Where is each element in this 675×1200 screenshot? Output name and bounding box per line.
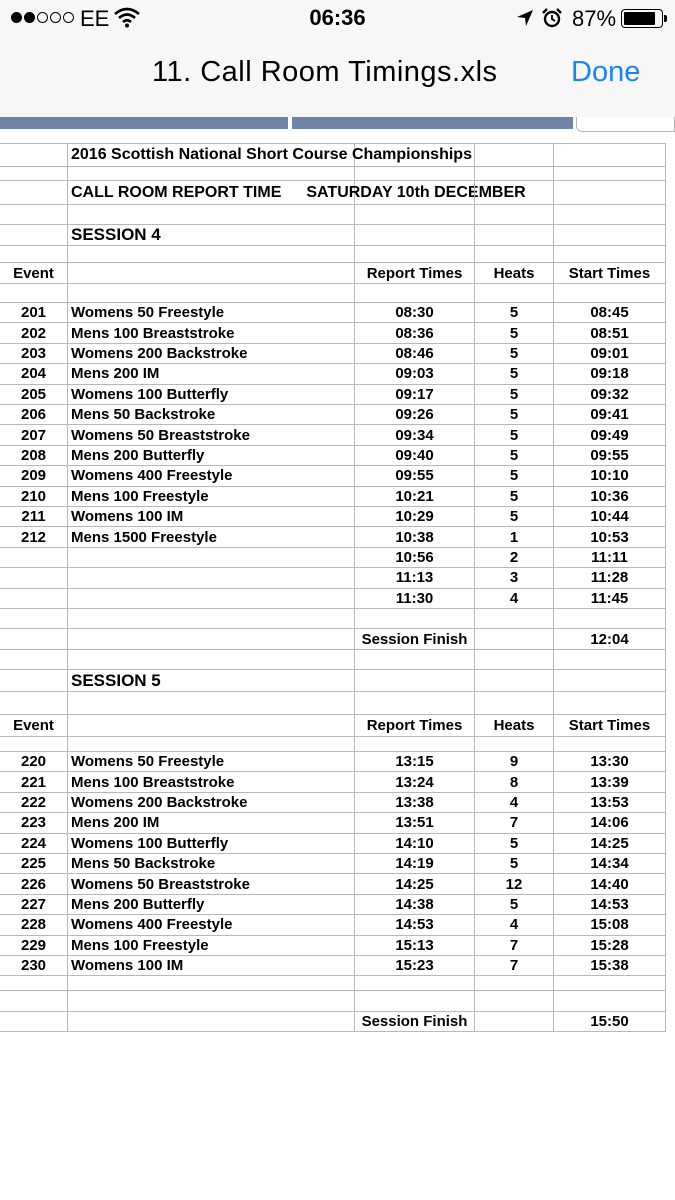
empty-cell[interactable] <box>475 737 554 752</box>
session-label[interactable]: SESSION 5 <box>68 670 355 692</box>
empty-cell[interactable] <box>68 1012 355 1032</box>
sheet-row <box>0 976 666 991</box>
start-time[interactable]: 08:45 <box>554 303 666 323</box>
header-row <box>0 263 666 284</box>
sheet-row <box>0 991 666 1012</box>
event-number[interactable]: 202 <box>0 323 68 343</box>
event-number[interactable]: 224 <box>0 834 68 854</box>
start-time[interactable]: 14:40 <box>554 874 666 894</box>
empty-cell[interactable] <box>0 991 68 1012</box>
report-time[interactable]: 10:56 <box>355 548 475 568</box>
empty-cell[interactable] <box>475 181 554 205</box>
empty-cell[interactable] <box>554 205 666 225</box>
event-number[interactable]: 225 <box>0 854 68 874</box>
empty-cell[interactable] <box>554 692 666 715</box>
sheet-row <box>0 609 666 629</box>
empty-cell[interactable] <box>355 991 475 1012</box>
empty-cell[interactable] <box>554 737 666 752</box>
start-time[interactable]: 14:34 <box>554 854 666 874</box>
start-time[interactable]: 09:18 <box>554 364 666 384</box>
empty-cell[interactable] <box>0 650 68 670</box>
sheet-row <box>0 737 666 752</box>
table-row <box>0 425 666 445</box>
empty-cell[interactable] <box>355 670 475 692</box>
table-row <box>0 956 666 976</box>
start-time[interactable]: 13:30 <box>554 752 666 772</box>
start-time[interactable]: 15:08 <box>554 915 666 935</box>
empty-cell[interactable] <box>475 692 554 715</box>
empty-cell[interactable] <box>0 1012 68 1032</box>
session-finish-time[interactable]: 15:50 <box>554 1012 666 1032</box>
event-number[interactable]: 229 <box>0 936 68 956</box>
empty-cell[interactable] <box>355 143 475 167</box>
report-time[interactable]: 14:38 <box>355 895 475 915</box>
table-row <box>0 364 666 384</box>
empty-cell[interactable] <box>0 284 68 303</box>
event-number[interactable] <box>0 589 68 609</box>
start-time[interactable]: 13:53 <box>554 793 666 813</box>
event-header[interactable]: Event <box>0 715 68 737</box>
event-name[interactable]: Womens 100 Butterfly <box>68 385 355 405</box>
sheet-row <box>0 284 666 303</box>
event-name[interactable]: Mens 100 Breaststroke <box>68 772 355 792</box>
empty-cell[interactable] <box>0 976 68 991</box>
event-name[interactable]: Womens 400 Freestyle <box>68 466 355 486</box>
empty-cell[interactable] <box>475 167 554 181</box>
event-number[interactable]: 208 <box>0 446 68 466</box>
carrier-name: EE <box>80 6 110 31</box>
table-row <box>0 793 666 813</box>
start-time[interactable]: 13:39 <box>554 772 666 792</box>
report-time[interactable]: 13:38 <box>355 793 475 813</box>
report-time[interactable]: 13:24 <box>355 772 475 792</box>
event-name[interactable]: Mens 100 Breaststroke <box>68 323 355 343</box>
heats-count[interactable]: 5 <box>475 344 554 364</box>
empty-cell[interactable] <box>475 670 554 692</box>
heats-count[interactable]: 5 <box>475 405 554 425</box>
empty-cell[interactable] <box>355 737 475 752</box>
heats-count[interactable]: 7 <box>475 813 554 833</box>
empty-cell[interactable] <box>0 609 68 629</box>
start-time[interactable]: 10:44 <box>554 507 666 527</box>
event-number[interactable]: 228 <box>0 915 68 935</box>
empty-cell[interactable] <box>0 670 68 692</box>
session-finish-label[interactable]: Session Finish <box>355 629 475 650</box>
sheet-tabs <box>0 117 675 134</box>
sheet-tab-active[interactable] <box>576 117 675 132</box>
battery-icon <box>621 9 663 28</box>
report-time[interactable]: 13:15 <box>355 752 475 772</box>
empty-cell[interactable] <box>475 284 554 303</box>
empty-cell[interactable] <box>554 609 666 629</box>
empty-cell[interactable] <box>68 629 355 650</box>
event-name[interactable]: Mens 1500 Freestyle <box>68 527 355 547</box>
event-number[interactable]: 207 <box>0 425 68 445</box>
report-time[interactable]: 09:03 <box>355 364 475 384</box>
event-name[interactable]: Womens 100 IM <box>68 507 355 527</box>
sheet-tab[interactable] <box>0 117 288 129</box>
heats-count[interactable]: 5 <box>475 466 554 486</box>
table-row <box>0 834 666 854</box>
header-row <box>0 715 666 737</box>
heats-count[interactable]: 5 <box>475 487 554 507</box>
empty-cell[interactable] <box>475 1012 554 1032</box>
document-title: 11. Call Room Timings.xls <box>152 56 498 88</box>
start-header[interactable]: Start Times <box>554 715 666 737</box>
empty-cell[interactable] <box>355 650 475 670</box>
empty-cell[interactable] <box>475 991 554 1012</box>
empty-cell[interactable] <box>554 991 666 1012</box>
event-name[interactable]: Mens 200 IM <box>68 813 355 833</box>
event-number[interactable]: 204 <box>0 364 68 384</box>
empty-cell[interactable] <box>355 692 475 715</box>
report-time[interactable]: 15:23 <box>355 956 475 976</box>
heats-count[interactable]: 5 <box>475 834 554 854</box>
empty-cell[interactable] <box>68 246 355 263</box>
start-time[interactable]: 09:55 <box>554 446 666 466</box>
session-finish-row <box>0 1012 666 1032</box>
start-time[interactable]: 10:36 <box>554 487 666 507</box>
empty-cell[interactable] <box>554 650 666 670</box>
empty-cell[interactable] <box>554 181 666 205</box>
heats-count[interactable]: 5 <box>475 385 554 405</box>
heats-count[interactable]: 7 <box>475 936 554 956</box>
title-row <box>0 143 666 167</box>
session-row <box>0 670 666 692</box>
empty-cell[interactable] <box>0 181 68 205</box>
event-name[interactable]: Mens 200 Butterfly <box>68 895 355 915</box>
report-time[interactable]: 10:21 <box>355 487 475 507</box>
empty-cell[interactable] <box>68 284 355 303</box>
table-row <box>0 323 666 343</box>
event-name[interactable]: Womens 50 Freestyle <box>68 303 355 323</box>
event-name[interactable] <box>68 548 355 568</box>
empty-cell[interactable] <box>355 205 475 225</box>
report-time[interactable]: 11:13 <box>355 568 475 588</box>
heats-count[interactable]: 7 <box>475 956 554 976</box>
start-time[interactable]: 10:53 <box>554 527 666 547</box>
heats-count[interactable]: 1 <box>475 527 554 547</box>
empty-cell[interactable] <box>475 629 554 650</box>
status-time: 06:36 <box>309 5 366 30</box>
table-row <box>0 813 666 833</box>
event-name[interactable]: Womens 200 Backstroke <box>68 344 355 364</box>
sheet-row <box>0 246 666 263</box>
table-row <box>0 936 666 956</box>
event-number[interactable]: 212 <box>0 527 68 547</box>
empty-cell[interactable] <box>554 143 666 167</box>
empty-cell[interactable] <box>554 284 666 303</box>
event-name[interactable]: Mens 50 Backstroke <box>68 854 355 874</box>
empty-cell[interactable] <box>355 167 475 181</box>
event-name[interactable]: Womens 100 Butterfly <box>68 834 355 854</box>
empty-cell[interactable] <box>475 609 554 629</box>
session-finish-row <box>0 629 666 650</box>
heats-count[interactable]: 5 <box>475 854 554 874</box>
report-time[interactable]: 14:25 <box>355 874 475 894</box>
event-number[interactable] <box>0 548 68 568</box>
event-number[interactable]: 227 <box>0 895 68 915</box>
start-time[interactable]: 11:28 <box>554 568 666 588</box>
empty-cell[interactable] <box>475 246 554 263</box>
start-time[interactable]: 14:25 <box>554 834 666 854</box>
event-number[interactable]: 223 <box>0 813 68 833</box>
empty-cell[interactable] <box>68 715 355 737</box>
report-row <box>0 181 666 205</box>
event-number[interactable]: 211 <box>0 507 68 527</box>
table-row <box>0 895 666 915</box>
empty-cell[interactable] <box>475 143 554 167</box>
table-row <box>0 303 666 323</box>
event-name[interactable]: Womens 50 Breaststroke <box>68 425 355 445</box>
start-header[interactable]: Start Times <box>554 263 666 284</box>
heats-count[interactable]: 5 <box>475 323 554 343</box>
table-row <box>0 752 666 772</box>
event-number[interactable]: 220 <box>0 752 68 772</box>
report-header[interactable]: Report Times <box>355 263 475 284</box>
status-bar <box>0 0 675 40</box>
report-time[interactable]: 14:10 <box>355 834 475 854</box>
report-time[interactable]: 11:30 <box>355 589 475 609</box>
event-number[interactable]: 201 <box>0 303 68 323</box>
heats-count[interactable]: 4 <box>475 915 554 935</box>
empty-cell[interactable] <box>355 181 475 205</box>
empty-cell[interactable] <box>0 225 68 246</box>
session-finish-time[interactable]: 12:04 <box>554 629 666 650</box>
report-time-label: CALL ROOM REPORT TIME <box>71 183 282 201</box>
event-name[interactable]: Mens 50 Backstroke <box>68 405 355 425</box>
empty-cell[interactable] <box>68 167 355 181</box>
report-time-heading[interactable] <box>68 181 526 205</box>
heats-header[interactable]: Heats <box>475 263 554 284</box>
empty-cell[interactable] <box>355 976 475 991</box>
heats-count[interactable]: 4 <box>475 793 554 813</box>
table-row <box>0 344 666 364</box>
empty-cell[interactable] <box>475 976 554 991</box>
empty-cell[interactable] <box>68 609 355 629</box>
heats-count[interactable]: 9 <box>475 752 554 772</box>
heats-count[interactable]: 8 <box>475 772 554 792</box>
start-time[interactable]: 14:53 <box>554 895 666 915</box>
event-name[interactable] <box>68 568 355 588</box>
table-row <box>0 446 666 466</box>
sheet-title[interactable]: 2016 Scottish National Short Course Championships <box>68 143 355 167</box>
report-time[interactable]: 09:17 <box>355 385 475 405</box>
start-time[interactable]: 09:01 <box>554 344 666 364</box>
event-name[interactable]: Mens 100 Freestyle <box>68 936 355 956</box>
heats-count[interactable]: 2 <box>475 548 554 568</box>
report-time[interactable]: 08:30 <box>355 303 475 323</box>
report-time[interactable]: 10:29 <box>355 507 475 527</box>
event-name[interactable]: Womens 200 Backstroke <box>68 793 355 813</box>
empty-cell[interactable] <box>0 246 68 263</box>
table-row <box>0 589 666 609</box>
start-time[interactable]: 15:28 <box>554 936 666 956</box>
table-row <box>0 854 666 874</box>
navigation-bar <box>0 40 675 117</box>
empty-cell[interactable] <box>68 263 355 284</box>
empty-cell[interactable] <box>0 737 68 752</box>
empty-cell[interactable] <box>355 609 475 629</box>
event-name[interactable]: Mens 200 IM <box>68 364 355 384</box>
table-row <box>0 527 666 547</box>
report-time[interactable]: 13:51 <box>355 813 475 833</box>
sheet-row <box>0 692 666 715</box>
heats-count[interactable]: 12 <box>475 874 554 894</box>
report-time[interactable]: 09:55 <box>355 466 475 486</box>
event-number[interactable]: 210 <box>0 487 68 507</box>
start-time[interactable]: 15:38 <box>554 956 666 976</box>
table-row <box>0 874 666 894</box>
heats-count[interactable]: 4 <box>475 589 554 609</box>
empty-cell[interactable] <box>68 737 355 752</box>
event-name[interactable]: Mens 200 Butterfly <box>68 446 355 466</box>
empty-cell[interactable] <box>475 205 554 225</box>
event-header[interactable]: Event <box>0 263 68 284</box>
report-time[interactable]: 09:34 <box>355 425 475 445</box>
done-button[interactable]: Done <box>571 56 641 88</box>
report-time[interactable]: 09:26 <box>355 405 475 425</box>
sheet-row <box>0 650 666 670</box>
report-time[interactable]: 08:46 <box>355 344 475 364</box>
event-name[interactable]: Mens 100 Freestyle <box>68 487 355 507</box>
empty-cell[interactable] <box>68 692 355 715</box>
session-row <box>0 225 666 246</box>
start-time[interactable]: 08:51 <box>554 323 666 343</box>
table-row <box>0 507 666 527</box>
empty-cell[interactable] <box>554 167 666 181</box>
empty-cell[interactable] <box>475 225 554 246</box>
sheet-tab[interactable] <box>292 117 573 129</box>
event-number[interactable]: 209 <box>0 466 68 486</box>
empty-cell[interactable] <box>554 670 666 692</box>
report-time[interactable]: 14:19 <box>355 854 475 874</box>
session-label[interactable]: SESSION 4 <box>68 225 355 246</box>
event-number[interactable]: 230 <box>0 956 68 976</box>
report-time[interactable]: 14:53 <box>355 915 475 935</box>
event-number[interactable]: 221 <box>0 772 68 792</box>
event-number[interactable] <box>0 568 68 588</box>
sheet-row <box>0 205 666 225</box>
report-time[interactable]: 09:40 <box>355 446 475 466</box>
report-date-label: SATURDAY 10th DECEMBER <box>306 183 526 201</box>
empty-cell[interactable] <box>554 225 666 246</box>
start-time[interactable]: 09:32 <box>554 385 666 405</box>
event-number[interactable]: 203 <box>0 344 68 364</box>
empty-cell[interactable] <box>0 205 68 225</box>
table-row <box>0 405 666 425</box>
event-name[interactable]: Womens 100 IM <box>68 956 355 976</box>
empty-cell[interactable] <box>355 225 475 246</box>
empty-cell[interactable] <box>68 650 355 670</box>
empty-cell[interactable] <box>355 246 475 263</box>
location-arrow-icon <box>516 9 534 32</box>
table-row <box>0 548 666 568</box>
event-name[interactable]: Womens 400 Freestyle <box>68 915 355 935</box>
alarm-clock-icon <box>542 8 562 33</box>
heats-count[interactable]: 3 <box>475 568 554 588</box>
table-row <box>0 466 666 486</box>
start-time[interactable]: 09:41 <box>554 405 666 425</box>
start-time[interactable]: 09:49 <box>554 425 666 445</box>
heats-count[interactable]: 5 <box>475 895 554 915</box>
empty-cell[interactable] <box>355 284 475 303</box>
report-time[interactable]: 15:13 <box>355 936 475 956</box>
heats-count[interactable]: 5 <box>475 446 554 466</box>
empty-cell[interactable] <box>554 246 666 263</box>
empty-cell[interactable] <box>554 976 666 991</box>
empty-cell[interactable] <box>0 143 68 167</box>
empty-cell[interactable] <box>475 650 554 670</box>
event-number[interactable]: 206 <box>0 405 68 425</box>
table-row <box>0 568 666 588</box>
heats-count[interactable]: 5 <box>475 425 554 445</box>
session-finish-label[interactable]: Session Finish <box>355 1012 475 1032</box>
start-time[interactable]: 11:45 <box>554 589 666 609</box>
event-number[interactable]: 222 <box>0 793 68 813</box>
event-name[interactable] <box>68 589 355 609</box>
heats-count[interactable]: 5 <box>475 303 554 323</box>
start-time[interactable]: 14:06 <box>554 813 666 833</box>
event-number[interactable]: 205 <box>0 385 68 405</box>
table-row <box>0 915 666 935</box>
battery-percent: 87% <box>572 6 617 31</box>
empty-cell[interactable] <box>0 167 68 181</box>
table-row <box>0 487 666 507</box>
report-time[interactable]: 08:36 <box>355 323 475 343</box>
table-row <box>0 772 666 792</box>
empty-cell[interactable] <box>68 976 355 991</box>
heats-header[interactable]: Heats <box>475 715 554 737</box>
start-time[interactable]: 10:10 <box>554 466 666 486</box>
heats-count[interactable]: 5 <box>475 364 554 384</box>
start-time[interactable]: 11:11 <box>554 548 666 568</box>
event-name[interactable]: Womens 50 Freestyle <box>68 752 355 772</box>
event-number[interactable]: 226 <box>0 874 68 894</box>
report-header[interactable]: Report Times <box>355 715 475 737</box>
report-time[interactable]: 10:38 <box>355 527 475 547</box>
event-name[interactable]: Womens 50 Breaststroke <box>68 874 355 894</box>
table-row <box>0 385 666 405</box>
empty-cell[interactable] <box>68 991 355 1012</box>
empty-cell[interactable] <box>0 629 68 650</box>
empty-cell[interactable] <box>0 692 68 715</box>
sheet-row <box>0 167 666 181</box>
empty-cell[interactable] <box>68 205 355 225</box>
heats-count[interactable]: 5 <box>475 507 554 527</box>
